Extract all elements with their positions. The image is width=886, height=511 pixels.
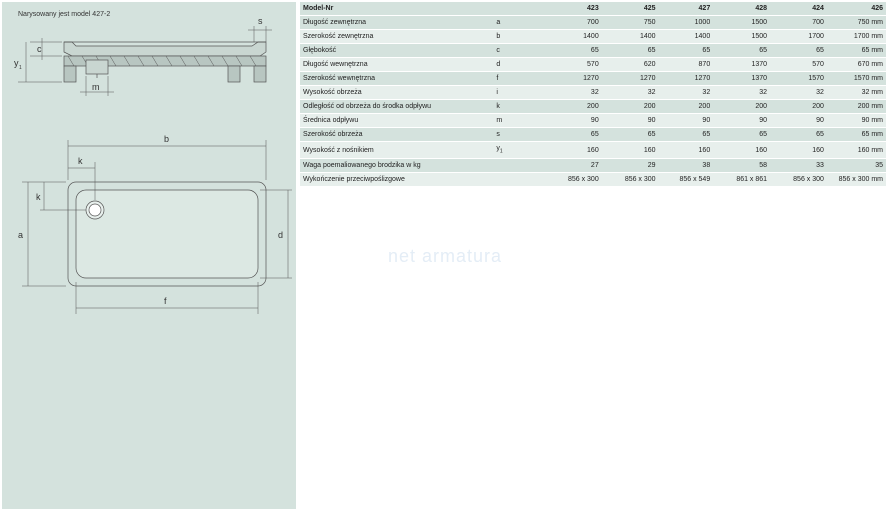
table-row <box>300 30 886 44</box>
header-model: 427 <box>659 2 714 16</box>
row-symbol-text: d <box>496 61 501 68</box>
row-value: 35 <box>827 159 886 173</box>
row-symbol <box>492 86 542 100</box>
row-label: Wykończenie przeciwpoślizgowe <box>300 173 492 187</box>
row-symbol <box>492 159 542 173</box>
row-symbol-text: i <box>496 89 498 96</box>
table-row <box>300 58 886 72</box>
row-value: 65 mm <box>827 128 886 142</box>
row-value: 1570 <box>770 72 827 86</box>
row-value: 160 mm <box>827 142 886 159</box>
label-d: d <box>278 230 284 240</box>
row-symbol <box>492 30 542 44</box>
row-value: 200 <box>602 100 659 114</box>
row-value: 65 <box>543 44 602 58</box>
row-value: 700 <box>770 16 827 30</box>
row-symbol <box>492 100 542 114</box>
row-value: 65 <box>543 128 602 142</box>
row-label: Wysokość obrzeża <box>300 86 492 100</box>
header-model: 423 <box>543 2 602 16</box>
technical-drawing <box>2 2 296 509</box>
table-row <box>300 16 886 30</box>
row-value: 856 x 300 mm <box>827 173 886 187</box>
row-symbol <box>492 142 542 159</box>
row-value: 160 <box>713 142 770 159</box>
row-symbol-text: a <box>496 19 501 26</box>
row-symbol-text: s <box>496 131 500 138</box>
plan-view <box>22 140 292 314</box>
row-value: 200 <box>659 100 714 114</box>
row-value: 670 mm <box>827 58 886 72</box>
row-value: 160 <box>659 142 714 159</box>
row-symbol <box>492 173 542 187</box>
row-value: 1700 mm <box>827 30 886 44</box>
row-symbol-text: f <box>496 75 499 82</box>
row-value: 32 mm <box>827 86 886 100</box>
row-value: 1370 <box>713 58 770 72</box>
row-value: 160 <box>543 142 602 159</box>
row-value: 65 <box>713 128 770 142</box>
row-value: 65 <box>602 128 659 142</box>
row-value: 750 <box>602 16 659 30</box>
row-label: Szerokość wewnętrzna <box>300 72 492 86</box>
row-symbol <box>492 16 542 30</box>
row-value: 32 <box>659 86 714 100</box>
row-value: 1270 <box>602 72 659 86</box>
row-label: Średnica odpływu <box>300 114 492 128</box>
row-value: 65 <box>659 44 714 58</box>
row-value: 856 x 300 <box>543 173 602 187</box>
label-y1: y <box>14 58 19 68</box>
header-model: 425 <box>602 2 659 16</box>
table-row <box>300 100 886 114</box>
label-y1-subscript: 1 <box>19 65 22 71</box>
row-value: 33 <box>770 159 827 173</box>
row-value: 1400 <box>659 30 714 44</box>
row-label: Długość wewnętrzna <box>300 58 492 72</box>
row-value: 200 <box>770 100 827 114</box>
spec-table <box>300 2 886 187</box>
row-value: 90 <box>602 114 659 128</box>
label-m: m <box>92 82 100 92</box>
row-value: 1700 <box>770 30 827 44</box>
row-symbol-text: m <box>496 117 503 124</box>
table-row <box>300 159 886 173</box>
table-row <box>300 44 886 58</box>
row-value: 750 mm <box>827 16 886 30</box>
row-value: 38 <box>659 159 714 173</box>
row-value: 570 <box>770 58 827 72</box>
row-symbol-text: b <box>496 33 501 40</box>
table-row <box>300 86 886 100</box>
row-value: 1370 <box>713 72 770 86</box>
row-symbol-subscript: 1 <box>499 148 503 155</box>
row-value: 27 <box>543 159 602 173</box>
row-value: 32 <box>602 86 659 100</box>
row-symbol <box>492 114 542 128</box>
label-f: f <box>164 296 167 306</box>
header-model: 428 <box>713 2 770 16</box>
row-value: 200 <box>713 100 770 114</box>
cross-section-view <box>18 26 272 96</box>
row-symbol <box>492 72 542 86</box>
label-c: c <box>37 44 42 54</box>
label-k-top: k <box>78 156 83 166</box>
row-value: 870 <box>659 58 714 72</box>
row-value: 90 <box>713 114 770 128</box>
row-value: 620 <box>602 58 659 72</box>
row-value: 160 <box>602 142 659 159</box>
row-value: 1270 <box>659 72 714 86</box>
row-value: 65 mm <box>827 44 886 58</box>
row-label: Wysokość z nośnikiem <box>300 142 492 159</box>
label-b: b <box>164 134 170 144</box>
spec-table-body <box>300 16 886 187</box>
row-label: Szerokość obrzeża <box>300 128 492 142</box>
row-value: 1400 <box>543 30 602 44</box>
row-symbol-text: y <box>496 145 500 152</box>
row-value: 856 x 549 <box>659 173 714 187</box>
row-value: 65 <box>770 128 827 142</box>
row-value: 1570 mm <box>827 72 886 86</box>
row-value: 856 x 300 <box>770 173 827 187</box>
row-value: 32 <box>713 86 770 100</box>
table-row <box>300 173 886 187</box>
row-value: 1400 <box>602 30 659 44</box>
row-value: 65 <box>659 128 714 142</box>
row-value: 32 <box>543 86 602 100</box>
row-value: 861 x 861 <box>713 173 770 187</box>
row-value: 856 x 300 <box>602 173 659 187</box>
row-value: 29 <box>602 159 659 173</box>
header-spacer <box>492 2 542 16</box>
row-value: 58 <box>713 159 770 173</box>
row-value: 65 <box>713 44 770 58</box>
row-value: 1500 <box>713 30 770 44</box>
row-value: 700 <box>543 16 602 30</box>
row-value: 65 <box>770 44 827 58</box>
row-value: 200 mm <box>827 100 886 114</box>
row-value: 90 <box>659 114 714 128</box>
spec-header-row <box>300 2 886 16</box>
row-label: Długość zewnętrzna <box>300 16 492 30</box>
drawing-panel <box>2 2 296 509</box>
row-symbol <box>492 58 542 72</box>
table-row <box>300 72 886 86</box>
row-symbol-text: k <box>496 103 500 110</box>
row-value: 1500 <box>713 16 770 30</box>
label-s: s <box>258 16 263 26</box>
drawing-caption: Narysowany jest model 427-2 <box>18 11 111 18</box>
row-label: Odległość od obrzeża do środka odpływu <box>300 100 492 114</box>
row-value: 90 <box>543 114 602 128</box>
row-value: 160 <box>770 142 827 159</box>
table-row <box>300 142 886 159</box>
row-label: Waga poemaliowanego brodzika w kg <box>300 159 492 173</box>
row-value: 1270 <box>543 72 602 86</box>
row-value: 90 mm <box>827 114 886 128</box>
label-k-side: k <box>36 192 41 202</box>
row-symbol <box>492 128 542 142</box>
header-model: 426 <box>827 2 886 16</box>
header-model-nr: Model-Nr <box>300 2 492 16</box>
row-symbol <box>492 44 542 58</box>
table-row <box>300 114 886 128</box>
label-a: a <box>18 230 24 240</box>
watermark: net armatura <box>388 246 503 266</box>
row-label: Głębokość <box>300 44 492 58</box>
row-label: Szerokość zewnętrzna <box>300 30 492 44</box>
table-row <box>300 128 886 142</box>
row-value: 570 <box>543 58 602 72</box>
row-value: 32 <box>770 86 827 100</box>
row-value: 1000 <box>659 16 714 30</box>
row-symbol-text: c <box>496 47 500 54</box>
row-value: 65 <box>602 44 659 58</box>
header-model: 424 <box>770 2 827 16</box>
row-value: 90 <box>770 114 827 128</box>
row-value: 200 <box>543 100 602 114</box>
